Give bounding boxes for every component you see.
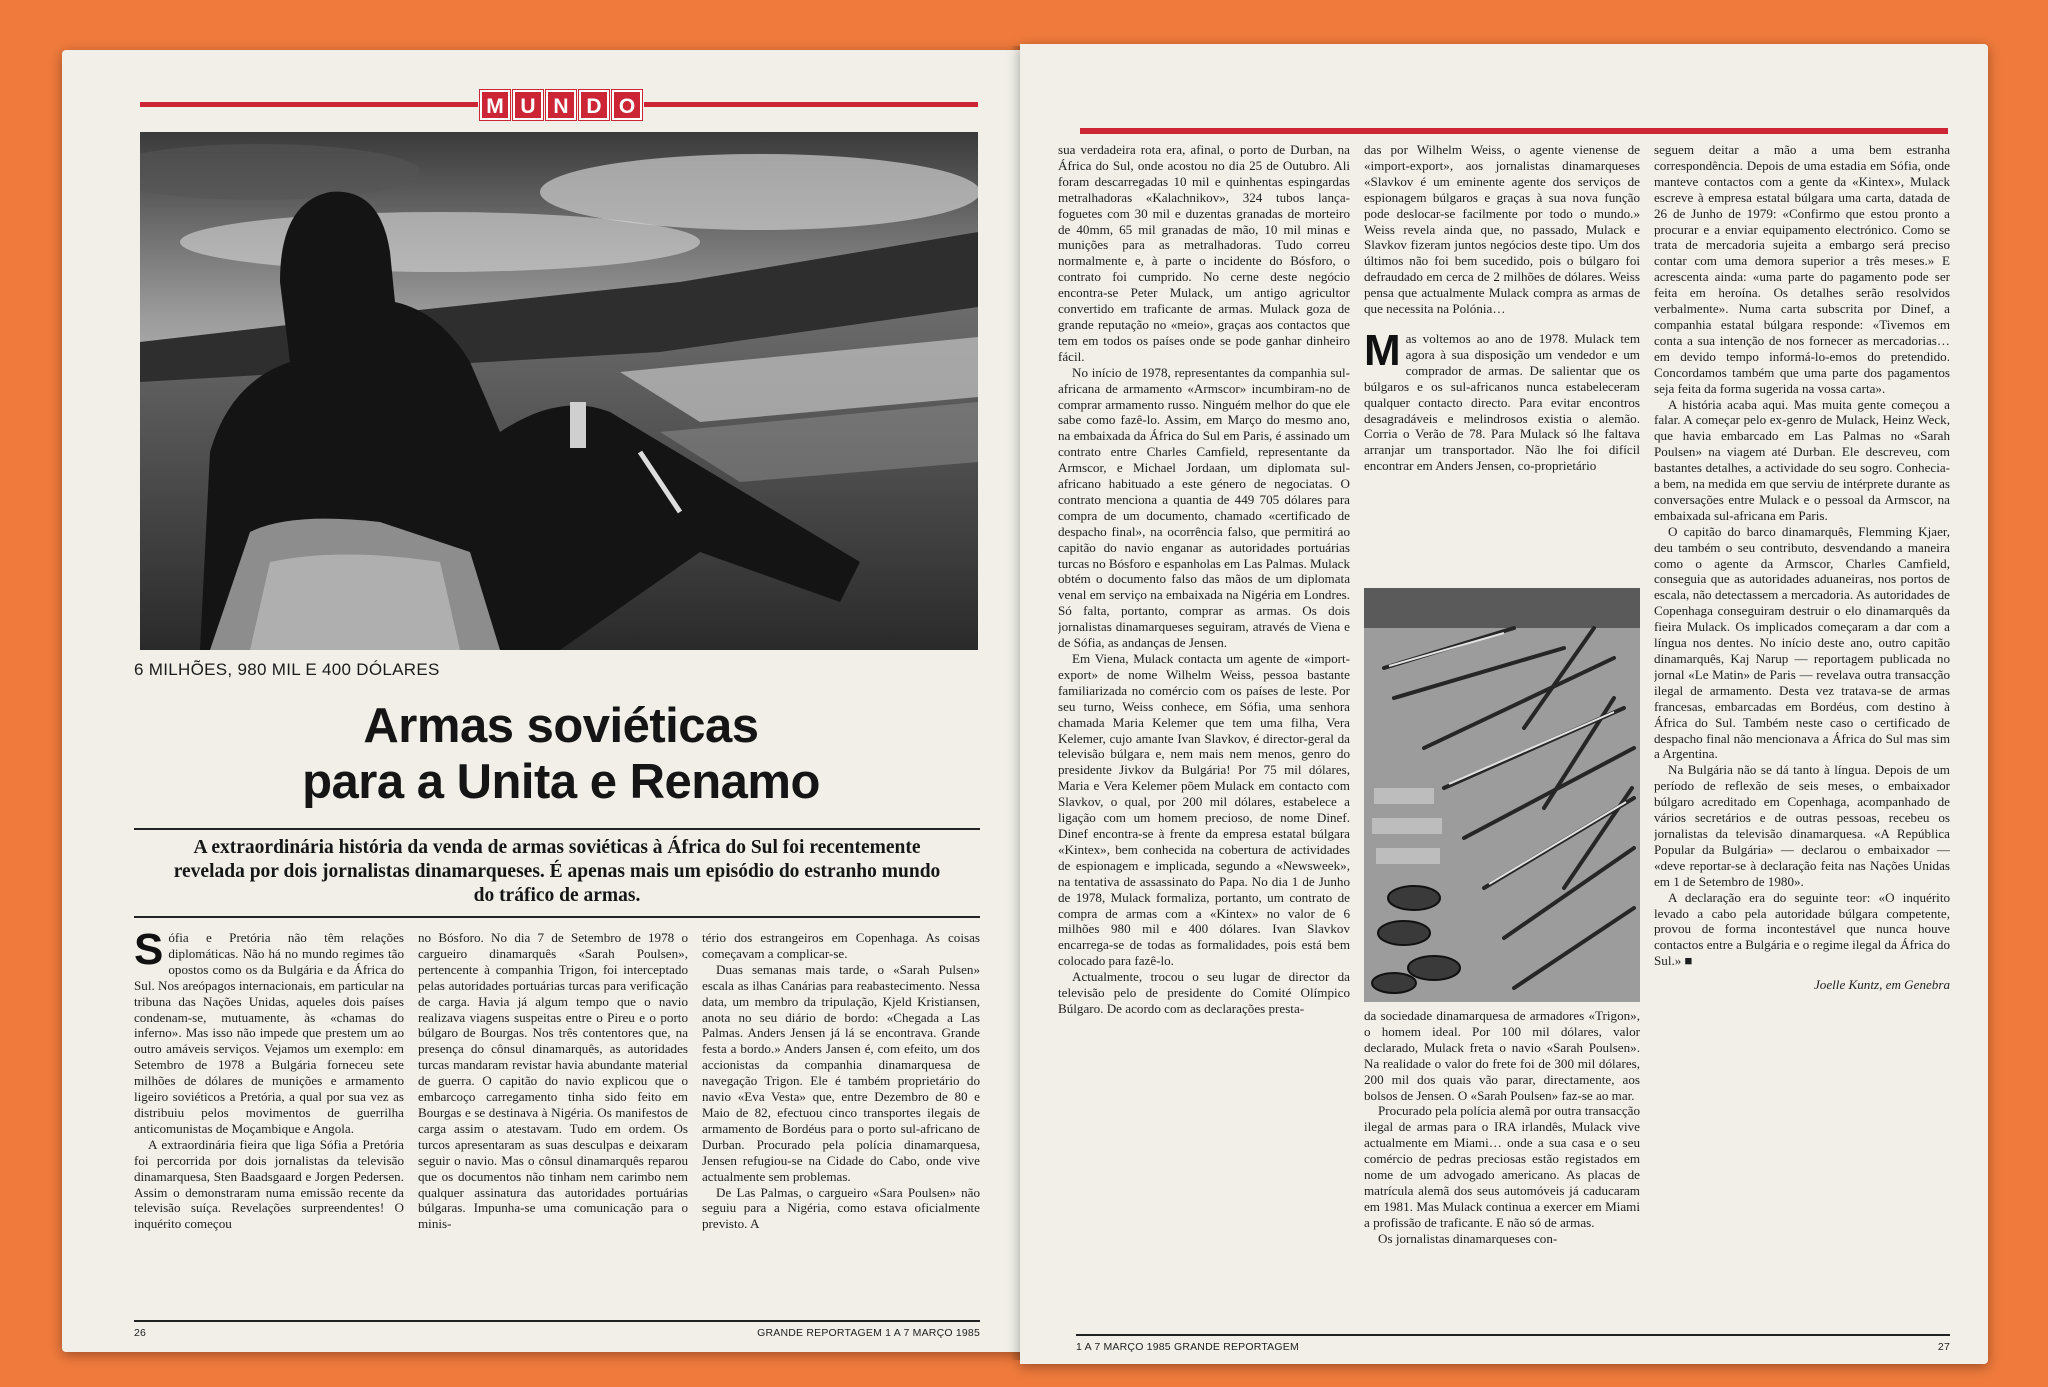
paragraph: no Bósforo. No dia 7 de Setembro de 1978 o cargueiro dinamarquês «Sarah Poulsen», pertencente à companhia Trigon, foi interceptado pelas autoridades portuárias turcas para verificação de carga. Havia já algum tempo que o navio realizava viagens suspeitas entre o Pireu e o porto búlgaro de Bourgas. Nos três contentores que, na presença do cônsul dinamarquês, as autoridades turcas mandaram revistar havia abundante material de guerra. O capitão do navio explicou que o embarcoço carregamento tinha sido feito em Bourgas e se destinava à Nigéria. Os manifestos de carga assim o atestavam. Tudo em ordem. Os turcos apresentaram as suas desculpas e deixaram seguir o navio. Mas o cônsul dinamarquês reparou que os documentos não tinham nem carimbo nem qualquer assinatura das autoridades portuárias búlgaras. Impunha-se uma comunicação para o minis-	[418, 930, 688, 1232]
paragraph: O capitão do barco dinamarquês, Flemming Kjaer, deu também o seu contributo, desvendando a maneira como o agente da Armscor, Charles Camfield, conseguia que as autoridades aduaneiras, nos portos de escala, não detectassem a mercadoria. As autoridades de Copenhaga conseguiram destruir o elo dinamarquês da fieira Mulack. Os implicados começaram a dar com a língua nos dentes. No início deste ano, outro capitão dinamarquês, Kaj Narup — reportagem publicada no jornal «Le Matin» de Paris — revelava outra transacção ilegal de armamento. Desta vez tratava-se de armas francesas, embarcadas em Bordéus, com destino à África do Sul. Também neste caso o certificado de despacho final não mencionava a África do Sul mas sim a Argentina.	[1654, 523, 1950, 762]
paragraph: tério dos estrangeiros em Copenhaga. As coisas começavam a complicar-se.	[702, 930, 980, 961]
paragraph: Actualmente, trocou o seu lugar de director da televisão pelo de presidente do Comité Olímpico Búlgaro. De acordo com as declarações presta-	[1058, 969, 1350, 1016]
paragraph: Em Viena, Mulack contacta um agente de «import-export» de nome Wilhelm Weiss, pessoa bastante familiarizada no comércio com os países de leste. Por seu turno, Weiss conhece, em Sófia, uma senhora chamada Maria Kelemer que tem uma filha, Vera Kelemer, cujo amante Ivan Slavkov, é director-geral da televisão búlgara e, nem mais nem menos, genro do presidente Jivkov da Bulgária! Por 75 mil dólares, Maria e Vera Kelemer põem Mulack em contacto com Slavkov, o qual, por 200 mil dólares, estabelece a ligação com um homem precioso, de nome Dinef. Dinef encontra-se à frente da empresa estatal búlgara «Kintex», bem conhecida na cobertura de actividades de espionagem e implicada, segundo a «Newsweek», na tentativa de assassinato do Papa. No dia 1 de Junho de 1978, Mulack formaliza, portanto, um contrato de compra de armas com a «Kintex» no valor de 6 milhões 980 mil e 400 dólares. Ivan Slavkov encarrega-se de todas as formalidades, pois está bem colocado para fazê-lo.	[1058, 651, 1350, 969]
paragraph: Na Bulgária não se dá tanto à língua. Depois de um período de reflexão de seis meses, o embaixador búlgaro acreditado em Copenhaga, acompanhado de vários secretários e de outras pessoas, recebeu os jornalistas da televisão dinamarquesa. «A República Popular da Bulgária» — declarou o embaixador — «deve reportar-se à declaração feita nas Nações Unidas em 1 de Setembro de 1980».	[1654, 762, 1950, 889]
paragraph: De Las Palmas, o cargueiro «Sara Poulsen» não seguiu para a Nigéria, como estava oficialmente previsto. A	[702, 1184, 980, 1232]
paragraph	[1364, 325, 1640, 474]
section-letter: N	[546, 90, 576, 120]
lead-rule-top	[134, 828, 980, 830]
paragraph-text: ófia e Pretória não têm relações diplomáticas. Não há no mundo regimes tão opostos como os da Bulgária e da África do Sul. Nos areópagos internacionais, em particular na tribuna das Nações Unidas, aqueles dois países condenam-se, mutuamente, às «chamas do inferno». Mas isso não impede que prestem um ao outro amáveis serviços. Vejamos um exemplo: em Setembro de 1978 a Bulgária forneceu sete milhões de dólares de munições e armamento ligeiro soviéticos a Pretória, a qual por sua vez as distribuiu pelos movimentos de guerrilha anticomunistas de Moçambique e Angola.	[134, 930, 404, 1136]
drop-cap: S	[134, 930, 164, 974]
paragraph	[134, 930, 404, 1137]
paragraph-text: as voltemos ao ano de 1978. Mulack tem agora à sua disposição um vendedor e um comprador de armas. De salientar que os búlgaros e os sul-africanos nunca estabeleceram qualquer contacto directo. Para evitar encontros desagradáveis e melindrosos existia o alemão. Corria o Verão de 78. Para Mulack só lhe faltava arranjar um transportador. Não lhe foi difícil encontrar em Anders Jensen, co-proprietário	[1364, 330, 1640, 474]
paragraph: Procurado pela polícia alemã por outra transacção ilegal de armas para o IRA irlandês, Mulack vive actualmente em Miami… onde a sua casa e o seu comércio de pedras preciosas estão registados em nome de um advogado americano. As placas de matrícula alemã dos seus automóveis já caducaram em 1981. Mas Mulack continua a exercer em Miami a profissão de traficante. E não só de armas.	[1364, 1103, 1640, 1230]
lead-rule-bottom	[134, 916, 980, 918]
headline	[142, 698, 980, 810]
top-red-rule	[1080, 128, 1948, 134]
page-number: 27	[1937, 1341, 1950, 1353]
section-letter: O	[612, 90, 642, 120]
byline: Joelle Kuntz, em Genebra	[1814, 977, 1950, 993]
paragraph: A extraordinária fieira que liga Sófia a Pretória foi percorrida por dois jornalistas da televisão dinamarquesa, Sten Baadsgaard e Jorgen Pedersen. Assim o demonstraram numa emissão recente da televisão suíça. Revelações surpreendentes! O inquérito começou	[134, 1136, 404, 1232]
paragraph: A declaração era do seguinte teor: «O inquérito levado a cabo pela autoridade búlgara competente, provou de forma incontestável que nunca houve contactos entre a Bulgária e o regime ilegal da África do Sul.» ■	[1654, 889, 1950, 969]
footer-rule	[134, 1320, 980, 1322]
section-letter: U	[513, 90, 543, 120]
paragraph: sua verdadeira rota era, afinal, o porto de Durban, na África do Sul, onde acostou no dia 25 de Outubro. Ali foram descarregadas 10 mil e quinhentas espingardas metralhadoras «Kalachnikov», 324 tubos lança-foguetes com 30 mil e duzentas granadas de morteiro de 40mm, 65 mil granadas de mão, 10 mil minas e munições para as metralhadoras. Tudo correu normalmente e, à parte o incidente do Bósforo, o contrato foi cumprido. No cerne deste negócio encontra-se Peter Mulack, um antigo agricultor convertido em traficante de armas. Mulack goza de grande reputação no «meio», graças aos contactos que tem em todos os países onde se pode ganhar dinheiro fácil.	[1058, 142, 1350, 364]
left-page	[62, 50, 1020, 1352]
article-column-5-top	[1364, 142, 1640, 582]
paragraph: A história acaba aqui. Mas muita gente começou a falar. A começar pelo ex-genro de Mulack, Heinz Weck, que havia embarcado em Las Palmas no «Sarah Poulsen» na viagem até Durban. Ele descreveu, com bastantes detalhes, a actividade do seu sogro. Conhecia-a bem, na medida em que serviu de intérprete durante as conversações entre Mulack e o pessoal da Armscor, na embaixada sul-africana em Paris.	[1654, 396, 1950, 523]
paragraph: Os jornalistas dinamarqueses con-	[1378, 1230, 1558, 1246]
paragraph: da sociedade dinamarquesa de armadores «Trigon», o homem ideal. Por 100 mil dólares, valor declarado, Mulack freta o navio «Sarah Poulsen». Na realidade o valor do frete foi de 300 mil dólares, 200 mil dos quais vão parar, directamente, aos bolsos de Jensen. O «Sarah Poulsen» faz-se ao mar.	[1364, 1008, 1640, 1103]
section-letter: D	[579, 90, 609, 120]
article-column-2	[418, 930, 688, 1318]
soldier-photo	[140, 132, 978, 650]
section-letter: M	[480, 90, 510, 120]
section-rule-left	[140, 102, 478, 107]
right-page	[1020, 44, 1988, 1364]
paragraph: das por Wilhelm Weiss, o agente vienense de «import-export», aos jornalistas dinamarqueses «Slavkov é um eminente agente dos serviços de espionagem búlgaros e graças à sua nova função pode deslocar-se facilmente por todo o mundo.» Weiss revela ainda que, no passado, Mulack e Slavkov fizeram juntos negócios deste tipo. Um dos últimos não foi bem sucedido, pois o búlgaro foi defraudado em cerca de 2 milhões de dólares. Weiss pensa que actualmente Mulack compra as armas de que necessita na Polónia…	[1364, 142, 1640, 317]
section-header-mundo	[480, 90, 642, 120]
paragraph: Duas semanas mais tarde, o «Sarah Pulsen» escala as ilhas Canárias para reabastecimento. Nessa data, um membro da tripulação, Kjeld Kristiansen, anota no seu diário de bordo: «Chegada a Las Palmas. Anders Jensen já lá se encontrava. Grande festa a bordo.» Anders Jansen é, com efeito, um dos accionistas da companhia dinamarquesa de navegação Trigon. Ele é também proprietário do navio «Eva Vesta» que, entre Dezembro de 80 e Maio de 82, efectuou cinco transportes ilegais de armamento de Bordéus para o porto sul-africano de Durban. Procurado pela polícia dinamarquesa, Jensen refugiou-se na Cidade do Cabo, onde vive actualmente sem problemas.	[702, 961, 980, 1184]
paragraph: No início de 1978, representantes da companhia sul-africana de armamento «Armscor» incumbiram-no de comprar armamento russo. Ninguém melhor do que ele sabe como fazê-lo. Assim, em Março do mesmo ano, na embaixada da África do Sul em Paris, é assinado um contrato entre Charles Camfield, representante da Armscor, e Michael Jordaan, um diplomata sul-africano habituado a este género de negociatas. O contrato menciona a quantia de 449 705 dólares para compra de um documento, chamado «certificado de despacho final», na ocorrência falso, que permitirá ao capitão do navio enganar as autoridades portuárias turcas no Bósforo e espanholas em Las Palmas. Mulack obtém o documento falso das mãos de um diplomata venal em serviço na embaixada na Nigéria em Londres. Só falta, portanto, comprar as armas. Os dois jornalistas dinamarqueses seguiram, através de Viena e de Sófia, as andanças de Jensen.	[1058, 364, 1350, 651]
footer-publication: 1 A 7 MARÇO 1985 GRANDE REPORTAGEM	[1076, 1341, 1299, 1353]
paragraph: seguem deitar a mão a uma bem estranha correspondência. Depois de uma estadia em Sófia, onde manteve contactos com a gente da «Kintex», Mulack escreve à empresa estatal búlgara uma carta, datada de 26 de Junho de 1979: «Confirmo que estou pronto a procurar e a enviar equipamento electrónico. Como se trata de mercadoria sujeita a embargo será preciso contar com uma demora superior a três meses.» E acrescenta ainda: «uma parte do pagamento pode ser feita em heroína. Os detalhes serão resolvidos verbalmente». Numa carta subscrita por Dinef, a companhia estatal búlgara responde: «Tivemos em conta a sua intenção de nos fornecer as mercadorias… em devido tempo informá-lo-emos do pretendido. Concordamos também que uma parte dos pagamentos seja feita da forma sugerida na vossa carta».	[1654, 142, 1950, 396]
article-column-1	[134, 930, 404, 1318]
lead-paragraph: A extraordinária história da venda de armas soviéticas à África do Sul foi recentemente revelada por dois jornalistas dinamarqueses. É apenas mais um episódio do estranho mundo do tráfico de armas.	[173, 837, 941, 906]
headline-line: Armas soviéticas	[363, 699, 759, 753]
article-column-3	[702, 930, 980, 1318]
article-column-6	[1654, 142, 1950, 1350]
article-column-5-bottom	[1364, 1008, 1640, 1348]
article-column-4	[1058, 142, 1350, 1350]
footer-rule	[1076, 1334, 1950, 1336]
footer-publication: GRANDE REPORTAGEM 1 A 7 MARÇO 1985	[757, 1327, 980, 1339]
drop-cap: M	[1364, 325, 1401, 375]
weapons-cache-photo	[1364, 588, 1640, 1002]
headline-line: para a Unita e Renamo	[302, 755, 820, 809]
kicker: 6 MILHÕES, 980 MIL E 400 DÓLARES	[134, 660, 440, 679]
section-rule-right	[644, 102, 978, 107]
page-number: 26	[134, 1327, 147, 1339]
